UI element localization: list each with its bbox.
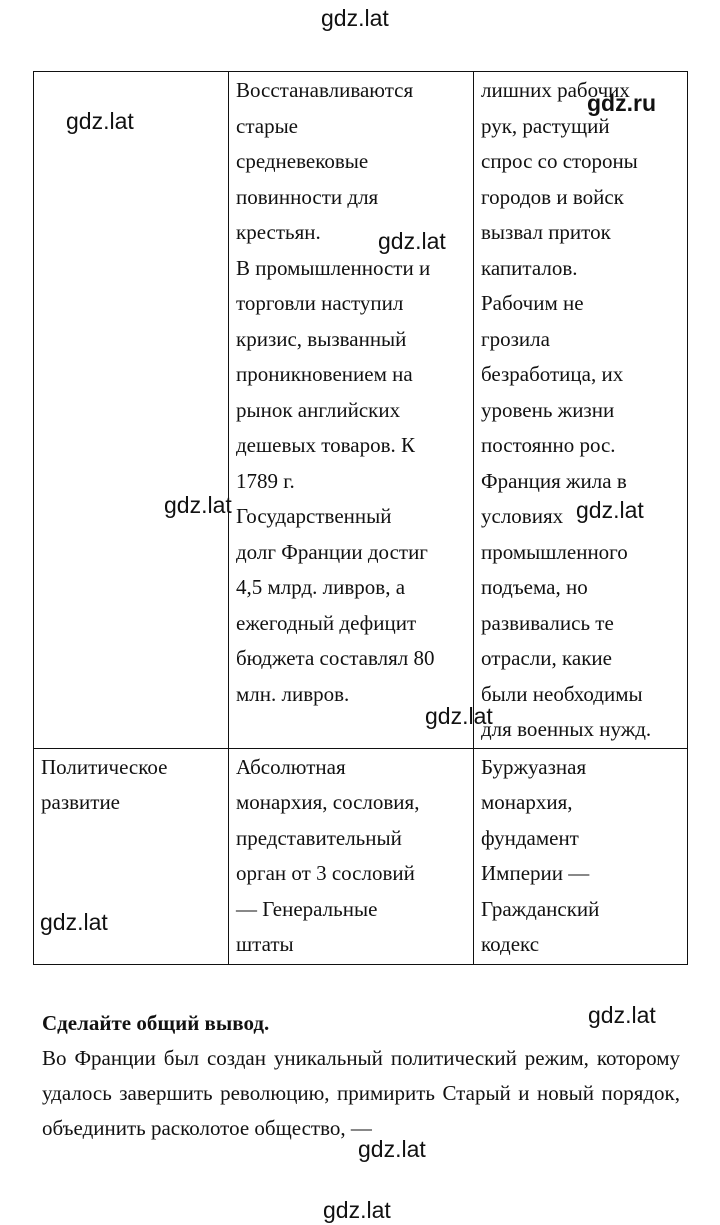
conclusion-heading: Сделайте общий вывод. [42,1011,270,1035]
watermark: gdz.ru [587,90,656,116]
row-label: Политическое развитие [41,754,168,814]
watermark: gdz.lat [323,1197,391,1223]
after-text: лишних рабочих рук, растущий спрос со стороны городов и войск вызвал приток капиталов. Рабочим не грозила безработица, их уровень жизни постоянно рос. Франция жила в условиях промышленного подъема, но развивались те отрасли, какие были необходимы для военных нужд. [481,78,652,741]
watermark: gdz.lat [576,497,644,523]
after-cell [474,748,688,964]
watermark: gdz.lat [321,5,389,31]
after-cell [474,72,688,749]
before-text: Восстанавливаются старые средневековые повинности для крестьян. В промышленности и торговли наступил кризис, вызванный проникновением на рынок английских дешевых товаров. К 1789 г. Государственный долг Франции достиг 4,5 млрд. ливров, а ежегодный дефицит бюджета составлял 80 млн. ливров. [236,78,435,706]
before-cell [229,748,474,964]
watermark: gdz.lat [588,1002,656,1028]
table-row [34,748,688,964]
watermark: gdz.lat [425,703,493,729]
watermark: gdz.lat [378,228,446,254]
watermark: gdz.lat [358,1136,426,1162]
watermark: gdz.lat [40,909,108,935]
row-label-cell [34,72,229,749]
before-cell [229,72,474,749]
conclusion-text: Во Франции был создан уникальный политический режим, которому удалось завершить революцию, примирить Старый и новый порядок, объединить расколотое общество, — [42,1046,680,1140]
watermark: gdz.lat [66,108,134,134]
after-text: Буржуазная монархия, фундамент Империи — Гражданский кодекс [481,754,600,956]
watermark: gdz.lat [164,492,232,518]
table-row [34,72,688,749]
before-text: Абсолютная монархия, сословия, представительный орган от 3 сословий — Генеральные штаты [236,754,420,956]
